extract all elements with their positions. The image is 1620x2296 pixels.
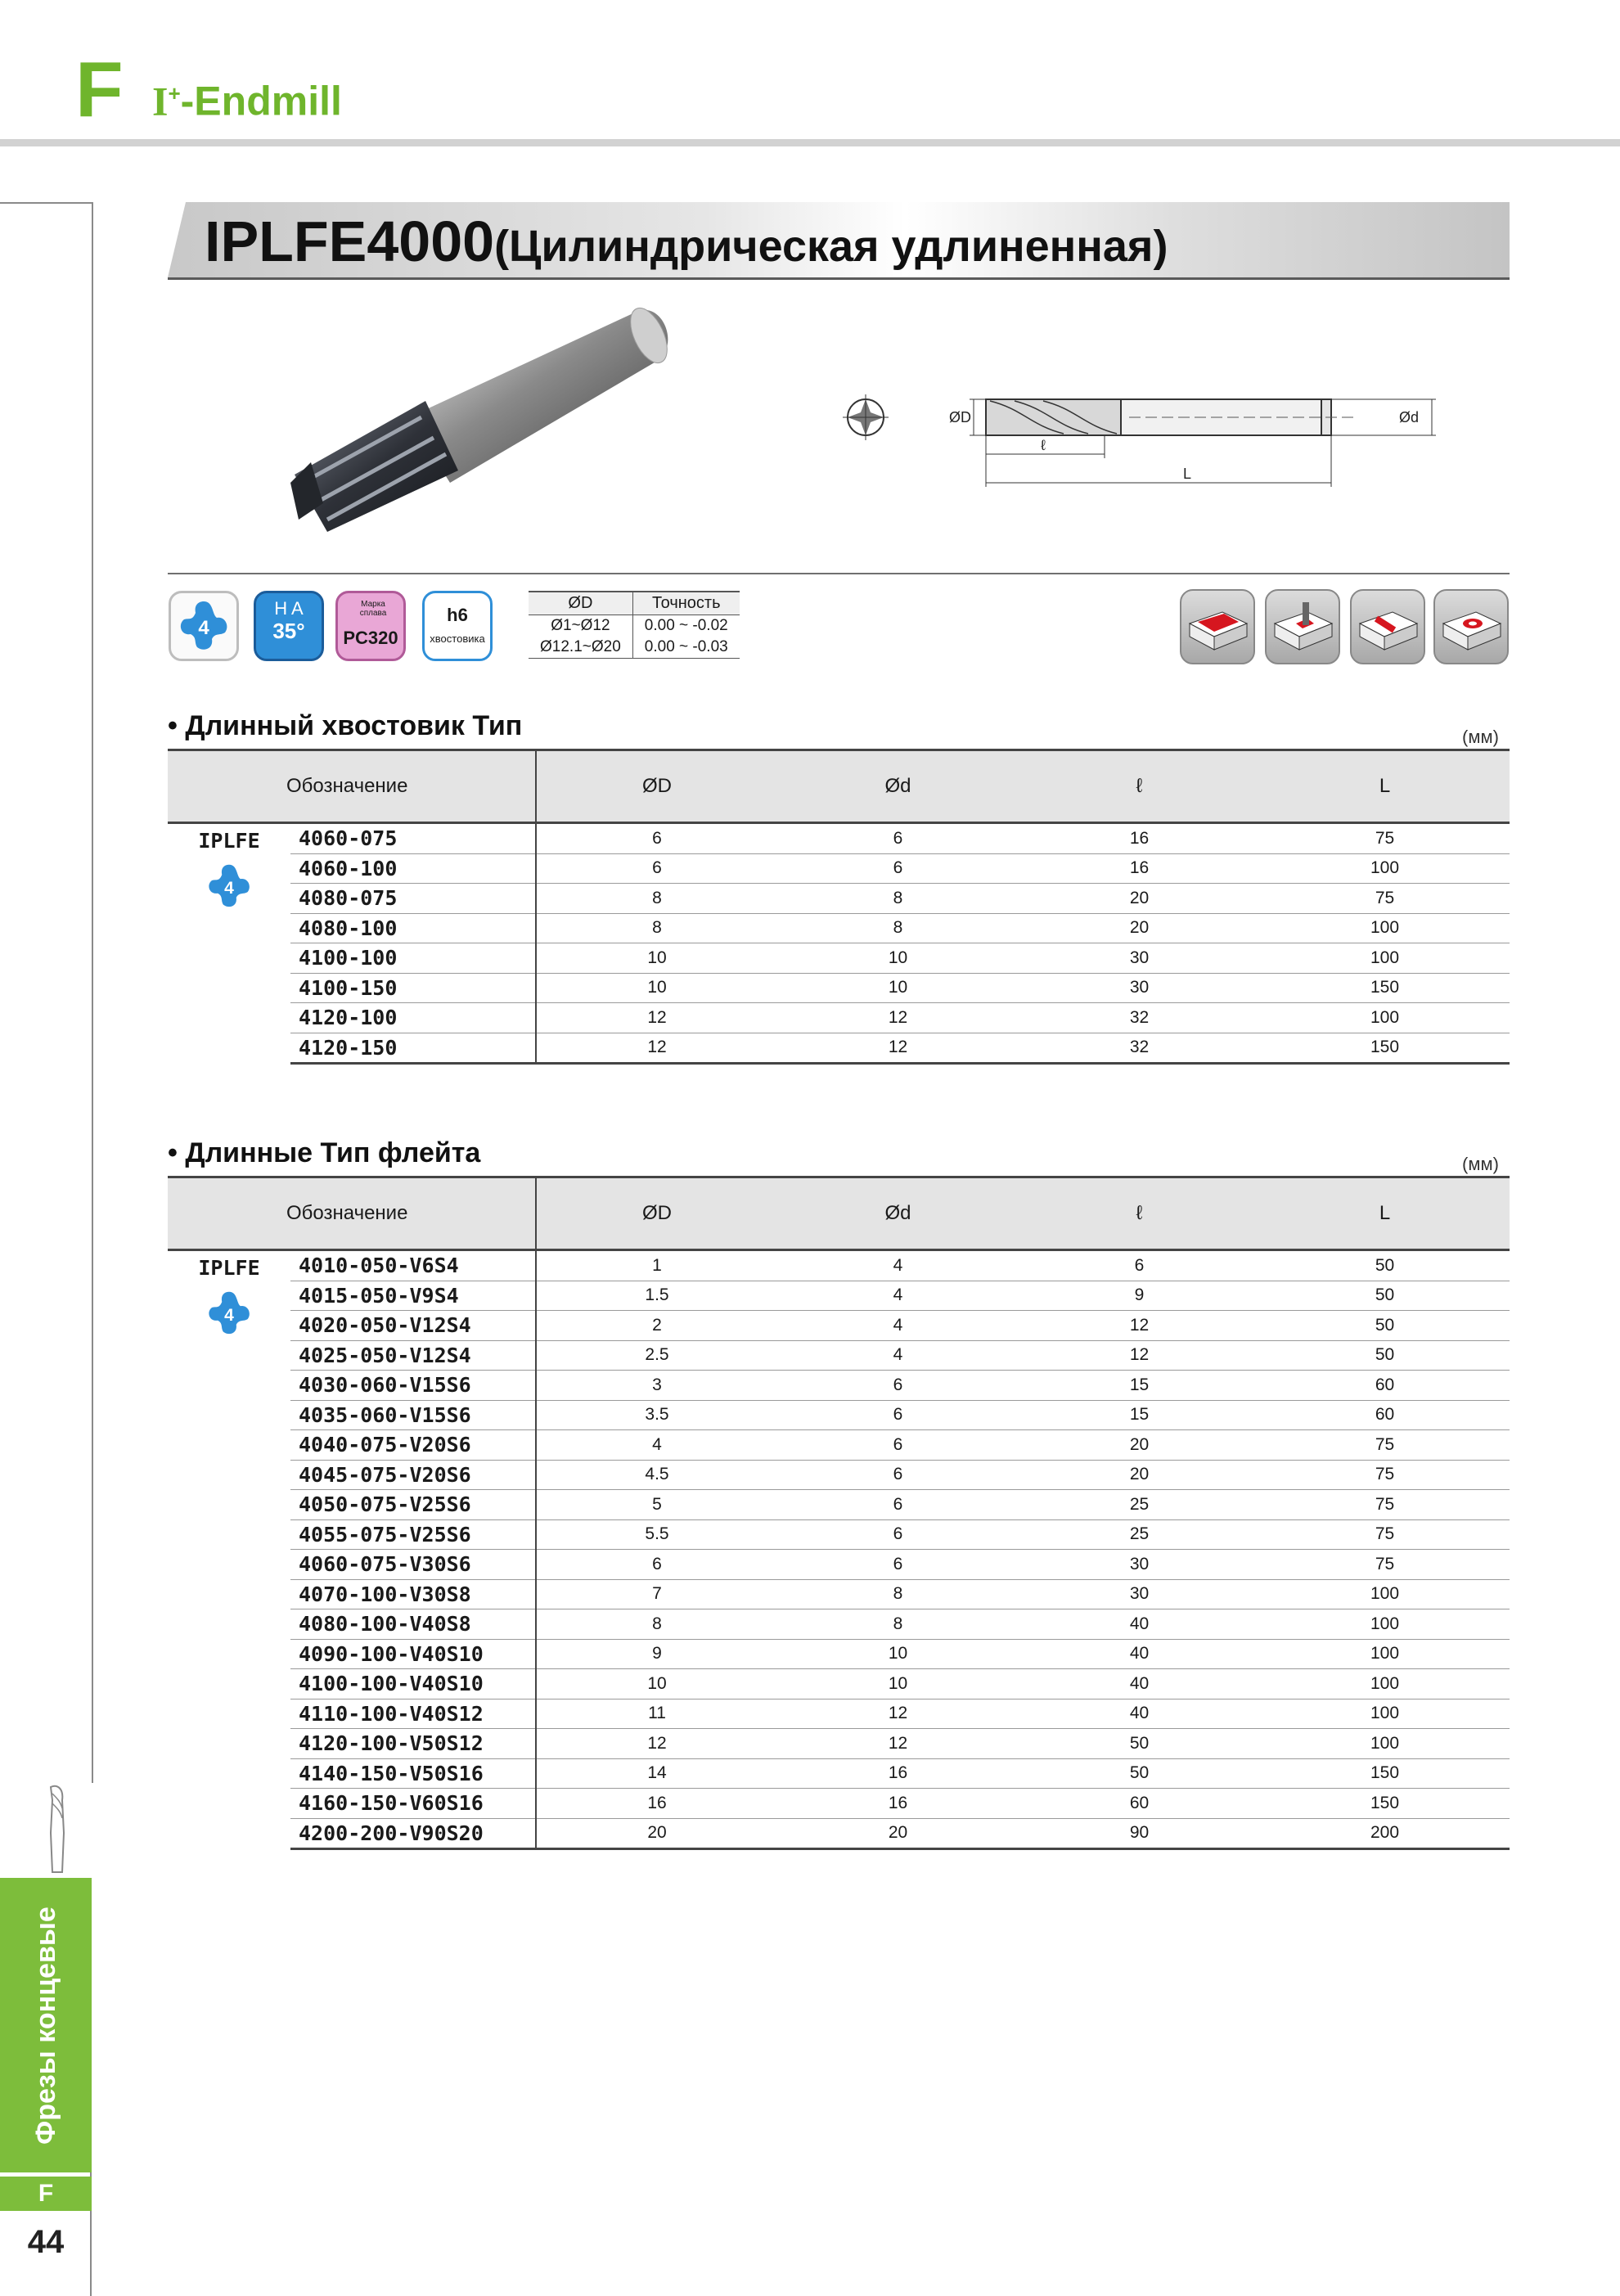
overall-length-cell: 75 [1260,1430,1510,1461]
flute-length-cell: 90 [1019,1818,1260,1849]
designation-cell: 4010-050-V6S4 [290,1250,536,1281]
side-tab-label: Фрезы концевые [29,1906,61,2145]
flute-length-cell: 20 [1019,1430,1260,1461]
diameter-D-cell: 12 [536,1729,777,1759]
long-shank-table [168,749,1510,1065]
helix-angle-value: 35° [272,619,305,643]
flute-length-cell: 20 [1019,913,1260,943]
tolerance-value: 0.00 ~ -0.02 [644,617,728,634]
flute-length-cell: 40 [1019,1609,1260,1640]
table-row [168,943,1510,974]
flute-length-cell: 9 [1019,1281,1260,1311]
table-row [168,884,1510,914]
table-row [168,823,1510,854]
diameter-D-cell: 8 [536,1609,777,1640]
overall-length-cell: 75 [1260,884,1510,914]
col-L: L [1260,1177,1510,1250]
section1-unit: (мм) [1462,727,1499,747]
designation-cell: 4100-100 [290,943,536,974]
diameter-d-cell: 6 [777,1430,1019,1461]
diameter-D-cell: 12 [536,1003,777,1033]
header-divider [0,139,1620,146]
family-cell [168,1250,290,1849]
diameter-D-cell: 6 [536,1550,777,1580]
diameter-D-cell: 14 [536,1758,777,1789]
overall-length-cell: 75 [1260,1490,1510,1520]
table-row [168,1669,1510,1699]
endmill-thumbnail-icon [43,1784,72,1875]
table-row [168,1340,1510,1371]
table-row [168,1371,1510,1401]
cross-section-icon [843,394,889,440]
table-row [168,1311,1510,1341]
diameter-d-cell: 6 [777,1519,1019,1550]
table-row [168,1550,1510,1580]
diameter-D-cell: 8 [536,913,777,943]
flute-length-cell: 32 [1019,1033,1260,1064]
brand-prefix: I [152,78,169,124]
table-row [168,1789,1510,1819]
table-row [168,1281,1510,1311]
flute-length-cell: 20 [1019,884,1260,914]
shank-tolerance-value: h6 [447,605,468,625]
overall-length-cell: 150 [1260,1758,1510,1789]
table-row [168,1818,1510,1849]
table-row [168,1430,1510,1461]
table-row [168,1003,1510,1033]
overall-length-cell: 50 [1260,1250,1510,1281]
designation-cell: 4080-075 [290,884,536,914]
col-l: ℓ [1019,750,1260,823]
overall-length-cell: 150 [1260,973,1510,1003]
diameter-D-cell: 11 [536,1699,777,1729]
pocket-application-icon [1350,589,1425,664]
designation-cell: 4160-150-V60S16 [290,1789,536,1819]
svg-text:4: 4 [224,1305,234,1325]
overall-length-cell: 50 [1260,1340,1510,1371]
plunge-application-icon [1433,589,1509,664]
col-L: L [1260,750,1510,823]
diameter-D-cell: 4.5 [536,1460,777,1490]
flute-length-cell: 30 [1019,973,1260,1003]
col-l: ℓ [1019,1177,1260,1250]
flute-length-cell: 25 [1019,1490,1260,1520]
section2-title: • Длинные Тип флейта [168,1137,481,1168]
overall-length-cell: 100 [1260,853,1510,884]
shank-tolerance-badge [422,591,493,661]
diameter-d-cell: 4 [777,1281,1019,1311]
overall-length-cell: 75 [1260,1550,1510,1580]
col-designation: Обозначение [168,750,536,823]
tolerance-header-diameter: ØD [529,592,632,615]
table-row [168,1490,1510,1520]
designation-cell: 4070-100-V30S8 [290,1579,536,1609]
diameter-D-cell: 20 [536,1818,777,1849]
product-subtitle: (Цилиндрическая удлиненная) [494,222,1168,271]
flute-length-cell: 50 [1019,1758,1260,1789]
slotting-application-icon [1180,589,1255,664]
col-d: Ød [777,750,1019,823]
flute-length-cell: 12 [1019,1340,1260,1371]
diameter-d-cell: 6 [777,1490,1019,1520]
page-number: 44 [27,2224,65,2260]
flute-length-cell: 30 [1019,1550,1260,1580]
overall-length-cell: 100 [1260,1699,1510,1729]
diameter-d-cell: 6 [777,1460,1019,1490]
flute-length-cell: 15 [1019,1371,1260,1401]
table-row [168,1400,1510,1430]
diameter-D-cell: 6 [536,823,777,854]
diameter-d-cell: 6 [777,1400,1019,1430]
material-grade-value: PC320 [343,628,398,648]
product-line-title [152,69,342,126]
flute-length-cell: 32 [1019,1003,1260,1033]
diameter-D-cell: 1.5 [536,1281,777,1311]
diameter-D-cell: 8 [536,884,777,914]
tolerance-table [529,591,740,659]
material-grade-badge [335,591,406,661]
diameter-d-cell: 6 [777,823,1019,854]
tolerance-value: 0.00 ~ -0.03 [632,637,739,659]
designation-cell: 4100-100-V40S10 [290,1669,536,1699]
overall-length-cell: 150 [1260,1789,1510,1819]
side-tab-letter: F [0,2177,92,2211]
dim-D-label: ØD [949,409,971,425]
designation-cell: 4015-050-V9S4 [290,1281,536,1311]
diameter-D-cell: 2 [536,1311,777,1341]
flute-length-cell: 15 [1019,1400,1260,1430]
diameter-d-cell: 4 [777,1311,1019,1341]
flute-length-cell: 20 [1019,1460,1260,1490]
section1-title: • Длинный хвостовик Тип [168,710,523,741]
endmill-technical-drawing [835,376,1440,499]
diameter-D-cell: 9 [536,1639,777,1669]
table-row [168,853,1510,884]
diameter-D-cell: 3.5 [536,1400,777,1430]
specs-divider [168,573,1510,574]
helix-angle-badge [254,591,324,661]
flute-length-cell: 40 [1019,1639,1260,1669]
dim-l-label: ℓ [1041,437,1046,453]
overall-length-cell: 100 [1260,913,1510,943]
col-D: ØD [536,1177,777,1250]
diameter-d-cell: 16 [777,1758,1019,1789]
diameter-d-cell: 4 [777,1340,1019,1371]
diameter-d-cell: 8 [777,1609,1019,1640]
overall-length-cell: 75 [1260,1460,1510,1490]
overall-length-cell: 50 [1260,1311,1510,1341]
flute-length-cell: 40 [1019,1699,1260,1729]
designation-cell: 4060-075 [290,823,536,854]
designation-cell: 4110-100-V40S12 [290,1699,536,1729]
side-milling-application-icon [1265,589,1340,664]
designation-cell: 4060-075-V30S6 [290,1550,536,1580]
diameter-D-cell: 4 [536,1430,777,1461]
overall-length-cell: 60 [1260,1371,1510,1401]
section2-unit: (мм) [1462,1154,1499,1174]
diameter-D-cell: 5.5 [536,1519,777,1550]
flute-length-cell: 12 [1019,1311,1260,1341]
diameter-D-cell: 10 [536,943,777,974]
flute-length-cell: 6 [1019,1250,1260,1281]
overall-length-cell: 50 [1260,1281,1510,1311]
overall-length-cell: 100 [1260,1609,1510,1640]
table-row [168,1609,1510,1640]
overall-length-cell: 100 [1260,1669,1510,1699]
diameter-d-cell: 6 [777,853,1019,884]
col-d: Ød [777,1177,1019,1250]
diameter-d-cell: 10 [777,943,1019,974]
overall-length-cell: 200 [1260,1818,1510,1849]
family-label: IPLFE [198,1256,260,1280]
diameter-d-cell: 12 [777,1033,1019,1064]
diameter-D-cell: 5 [536,1490,777,1520]
diameter-D-cell: 2.5 [536,1340,777,1371]
table-row [168,1699,1510,1729]
diameter-d-cell: 8 [777,1579,1019,1609]
long-flute-rows [168,1250,1510,1849]
diameter-d-cell: 10 [777,1639,1019,1669]
designation-cell: 4090-100-V40S10 [290,1639,536,1669]
designation-cell: 4050-075-V25S6 [290,1490,536,1520]
designation-cell: 4025-050-V12S4 [290,1340,536,1371]
designation-cell: 4080-100 [290,913,536,943]
tolerance-header-accuracy: Точность [632,592,739,615]
flute-length-cell: 30 [1019,943,1260,974]
flute-length-cell: 60 [1019,1789,1260,1819]
left-rail [0,202,93,1783]
flute-length-cell: 16 [1019,853,1260,884]
diameter-d-cell: 6 [777,1371,1019,1401]
overall-length-cell: 75 [1260,1519,1510,1550]
family-label: IPLFE [198,829,260,853]
col-D: ØD [536,750,777,823]
flute-length-cell: 30 [1019,1579,1260,1609]
four-flute-icon [200,1285,258,1342]
diameter-d-cell: 12 [777,1729,1019,1759]
tolerance-range: Ø12.1~Ø20 [529,637,632,659]
diameter-D-cell: 10 [536,973,777,1003]
helix-label: H A [274,598,304,619]
endmill-product-image [278,295,704,540]
diameter-D-cell: 3 [536,1371,777,1401]
designation-cell: 4120-150 [290,1033,536,1064]
diameter-d-cell: 4 [777,1250,1019,1281]
diameter-d-cell: 16 [777,1789,1019,1819]
designation-cell: 4035-060-V15S6 [290,1400,536,1430]
four-flute-icon [171,593,236,659]
overall-length-cell: 100 [1260,943,1510,974]
table-row [168,1729,1510,1759]
designation-cell: 4120-100 [290,1003,536,1033]
flute-length-cell: 25 [1019,1519,1260,1550]
diameter-d-cell: 10 [777,1669,1019,1699]
diameter-D-cell: 12 [536,1033,777,1064]
designation-cell: 4040-075-V20S6 [290,1430,536,1461]
material-grade-caption: Марка сплава [359,600,387,618]
diameter-d-cell: 10 [777,973,1019,1003]
designation-cell: 4200-200-V90S20 [290,1818,536,1849]
diameter-d-cell: 20 [777,1818,1019,1849]
table-row [168,1519,1510,1550]
long-shank-rows [168,823,1510,1064]
long-flute-table [168,1176,1510,1850]
designation-cell: 4060-100 [290,853,536,884]
designation-cell: 4030-060-V15S6 [290,1371,536,1401]
product-code: IPLFE4000 [205,209,495,273]
diameter-d-cell: 8 [777,913,1019,943]
table-row [168,1250,1510,1281]
family-cell [168,823,290,1064]
diameter-d-cell: 12 [777,1699,1019,1729]
designation-cell: 4055-075-V25S6 [290,1519,536,1550]
designation-cell: 4020-050-V12S4 [290,1311,536,1341]
table-row [168,1639,1510,1669]
flute-length-cell: 40 [1019,1669,1260,1699]
overall-length-cell: 100 [1260,1579,1510,1609]
table-row [168,1579,1510,1609]
designation-cell: 4080-100-V40S8 [290,1609,536,1640]
brand-suffix: -Endmill [180,78,342,124]
designation-cell: 4100-150 [290,973,536,1003]
page-title [205,206,1168,281]
diameter-D-cell: 10 [536,1669,777,1699]
overall-length-cell: 150 [1260,1033,1510,1064]
four-flute-icon [200,858,258,915]
diameter-d-cell: 6 [777,1550,1019,1580]
diameter-D-cell: 7 [536,1579,777,1609]
diameter-d-cell: 12 [777,1003,1019,1033]
tolerance-range: Ø1~Ø12 [529,615,632,637]
overall-length-cell: 100 [1260,1003,1510,1033]
brand-plus: + [168,81,181,106]
diameter-D-cell: 1 [536,1250,777,1281]
table-row [168,1758,1510,1789]
shank-tolerance-caption: хвостовика [430,633,485,645]
table-row [168,1460,1510,1490]
dim-L-label: L [1183,466,1192,482]
designation-cell: 4120-100-V50S12 [290,1729,536,1759]
flute-length-cell: 50 [1019,1729,1260,1759]
overall-length-cell: 60 [1260,1400,1510,1430]
table-row [168,973,1510,1003]
table-row [168,1033,1510,1064]
overall-length-cell: 100 [1260,1639,1510,1669]
diameter-D-cell: 16 [536,1789,777,1819]
diameter-D-cell: 6 [536,853,777,884]
diameter-d-cell: 8 [777,884,1019,914]
flute-length-cell: 16 [1019,823,1260,854]
overall-length-cell: 75 [1260,823,1510,854]
col-designation: Обозначение [168,1177,536,1250]
svg-text:4: 4 [224,878,234,898]
dim-d-label: Ød [1399,409,1420,425]
designation-cell: 4045-075-V20S6 [290,1460,536,1490]
section-letter: F [75,46,124,133]
overall-length-cell: 100 [1260,1729,1510,1759]
flute-count-badge [169,591,239,661]
designation-cell: 4140-150-V50S16 [290,1758,536,1789]
svg-text:4: 4 [198,617,209,639]
table-row [168,913,1510,943]
